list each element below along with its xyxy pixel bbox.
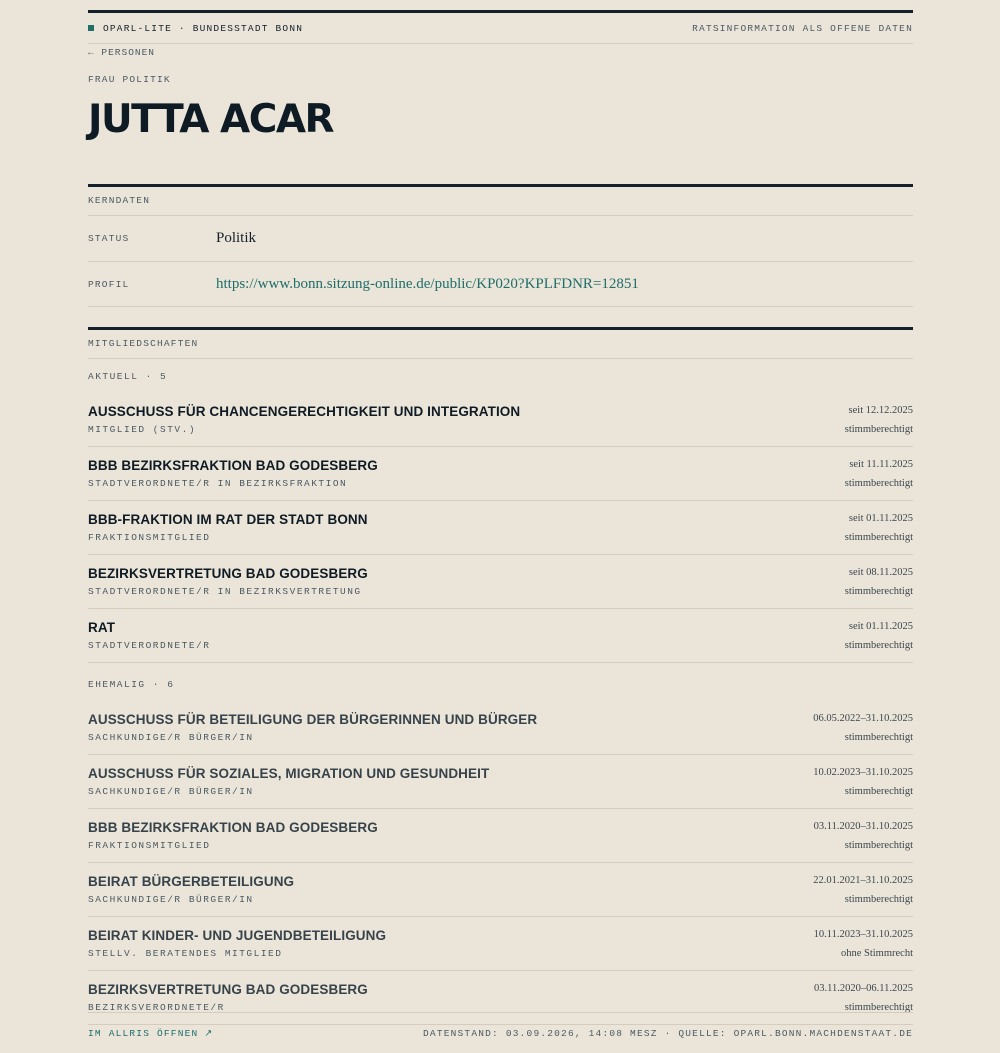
membership-title: BBB BEZIRKSFRAKTION BAD GODESBERG bbox=[88, 820, 378, 835]
membership-voting-status: stimmberechtigt bbox=[844, 839, 913, 851]
membership-role: BEZIRKSVERORDNETE/R bbox=[88, 1002, 225, 1013]
breadcrumb-back-link[interactable]: ← PERSONEN bbox=[88, 47, 156, 58]
membership-info bbox=[88, 928, 386, 959]
membership-role: SACHKUNDIGE/R BÜRGER/IN bbox=[88, 894, 254, 905]
membership-title: AUSSCHUSS FÜR SOZIALES, MIGRATION UND GESUNDHEIT bbox=[88, 766, 490, 781]
tagline: RATSINFORMATION ALS OFFENE DATEN bbox=[692, 22, 913, 34]
membership-title: BEZIRKSVERTRETUNG BAD GODESBERG bbox=[88, 982, 368, 997]
membership-info bbox=[88, 874, 294, 905]
membership-meta bbox=[814, 929, 913, 959]
membership-role: SACHKUNDIGE/R BÜRGER/IN bbox=[88, 732, 254, 743]
former-membership-list bbox=[88, 701, 913, 1025]
membership-row[interactable] bbox=[88, 393, 913, 447]
membership-meta bbox=[845, 621, 913, 651]
membership-date: 03.11.2020–06.11.2025 bbox=[814, 982, 913, 994]
membership-meta bbox=[845, 567, 913, 597]
membership-title: BEIRAT KINDER- UND JUGENDBETEILIGUNG bbox=[88, 928, 387, 943]
former-group-heading: EHEMALIG · 6 bbox=[88, 679, 175, 690]
current-group-heading: AKTUELL · 5 bbox=[88, 371, 168, 382]
membership-meta bbox=[845, 405, 913, 435]
membership-voting-status: stimmberechtigt bbox=[844, 1001, 913, 1013]
membership-meta bbox=[814, 821, 913, 851]
membership-title: AUSSCHUSS FÜR BETEILIGUNG DER BÜRGERINNEN UND BÜRGER bbox=[88, 712, 538, 727]
membership-row[interactable] bbox=[88, 863, 913, 917]
membership-info bbox=[88, 458, 378, 489]
membership-row[interactable] bbox=[88, 755, 913, 809]
membership-role: MITGLIED (STV.) bbox=[88, 424, 197, 435]
footer bbox=[88, 1012, 913, 1053]
membership-info bbox=[88, 820, 378, 851]
status-label: STATUS bbox=[88, 233, 130, 244]
membership-title: AUSSCHUSS FÜR CHANCENGERECHTIGKEIT UND INTEGRATION bbox=[88, 404, 521, 419]
membership-title: BEZIRKSVERTRETUNG BAD GODESBERG bbox=[88, 566, 368, 581]
profil-label: PROFIL bbox=[88, 278, 130, 290]
spacer bbox=[88, 663, 913, 667]
membership-title: BBB-FRAKTION IM RAT DER STADT BONN bbox=[88, 512, 368, 527]
membership-row[interactable] bbox=[88, 555, 913, 609]
membership-meta bbox=[813, 875, 913, 905]
membership-row[interactable] bbox=[88, 917, 913, 971]
data-source-meta: DATENSTAND: 03.09.2026, 14:08 MESZ · QUELLE: OPARL.BONN.MACHDENSTAAT.DE bbox=[423, 1027, 913, 1039]
brand-label: OPARL-LITE · BUNDESSTADT BONN bbox=[103, 22, 304, 34]
membership-date: seit 12.12.2025 bbox=[848, 404, 913, 416]
membership-row[interactable] bbox=[88, 701, 913, 755]
membership-date: seit 01.11.2025 bbox=[848, 620, 913, 632]
membership-info bbox=[88, 982, 368, 1013]
membership-info bbox=[88, 512, 368, 543]
membership-date: 06.05.2022–31.10.2025 bbox=[813, 712, 913, 724]
membership-title: BEIRAT BÜRGERBETEILIGUNG bbox=[88, 874, 295, 889]
membership-date: seit 11.11.2025 bbox=[849, 458, 913, 470]
membership-info bbox=[88, 766, 489, 797]
membership-role: STELLV. BERATENDES MITGLIED bbox=[88, 948, 283, 959]
profil-row bbox=[88, 262, 913, 307]
profil-link[interactable]: https://www.bonn.sitzung-online.de/public/KP020?KPLFDNR=12851 bbox=[216, 275, 639, 292]
membership-voting-status: stimmberechtigt bbox=[844, 639, 913, 651]
membership-meta bbox=[813, 767, 913, 797]
membership-date: seit 01.11.2025 bbox=[848, 512, 913, 524]
status-value: Politik bbox=[216, 230, 257, 246]
membership-voting-status: ohne Stimmrecht bbox=[840, 947, 913, 959]
spacer bbox=[88, 148, 913, 184]
memberships-section bbox=[88, 327, 913, 1025]
brand-square-icon bbox=[88, 25, 94, 31]
membership-date: seit 08.11.2025 bbox=[848, 566, 913, 578]
membership-voting-status: stimmberechtigt bbox=[844, 585, 913, 597]
membership-date: 10.11.2023–31.10.2025 bbox=[813, 928, 913, 940]
top-bar bbox=[88, 13, 913, 44]
membership-row[interactable] bbox=[88, 501, 913, 555]
brand[interactable] bbox=[88, 23, 303, 34]
membership-voting-status: stimmberechtigt bbox=[844, 893, 913, 905]
membership-row[interactable] bbox=[88, 447, 913, 501]
page bbox=[88, 10, 913, 1039]
membership-row[interactable] bbox=[88, 609, 913, 663]
membership-date: 22.01.2021–31.10.2025 bbox=[813, 874, 913, 886]
membership-info bbox=[88, 620, 210, 651]
section-heading: MITGLIEDSCHAFTEN bbox=[88, 330, 913, 359]
membership-voting-status: stimmberechtigt bbox=[844, 785, 913, 797]
membership-role: SACHKUNDIGE/R BÜRGER/IN bbox=[88, 786, 254, 797]
membership-role: STADTVERORDNETE/R bbox=[88, 640, 211, 651]
external-link-icon: ↗ bbox=[204, 1027, 214, 1039]
membership-meta bbox=[845, 513, 913, 543]
membership-info bbox=[88, 566, 368, 597]
membership-role: STADTVERORDNETE/R IN BEZIRKSFRAKTION bbox=[88, 478, 348, 489]
membership-row[interactable] bbox=[88, 809, 913, 863]
membership-role: FRAKTIONSMITGLIED bbox=[88, 532, 211, 543]
allris-link-label: IM ALLRIS ÖFFNEN bbox=[88, 1027, 199, 1039]
membership-voting-status: stimmberechtigt bbox=[844, 477, 913, 489]
membership-role: STADTVERORDNETE/R IN BEZIRKSVERTRETUNG bbox=[88, 586, 362, 597]
membership-date: 03.11.2020–31.10.2025 bbox=[813, 820, 913, 832]
membership-date: 10.02.2023–31.10.2025 bbox=[813, 766, 913, 778]
membership-voting-status: stimmberechtigt bbox=[844, 731, 913, 743]
page-title: JUTTA ACAR bbox=[88, 97, 334, 142]
spacer bbox=[88, 307, 913, 327]
membership-role: FRAKTIONSMITGLIED bbox=[88, 840, 211, 851]
person-eyebrow: FRAU POLITIK bbox=[88, 74, 171, 85]
kerndaten-section bbox=[88, 184, 913, 307]
membership-title: BBB BEZIRKSFRAKTION BAD GODESBERG bbox=[88, 458, 378, 473]
allris-open-link[interactable] bbox=[88, 1028, 214, 1039]
section-heading: KERNDATEN bbox=[88, 187, 913, 216]
membership-meta bbox=[845, 459, 913, 489]
membership-meta bbox=[814, 983, 913, 1013]
membership-meta bbox=[813, 713, 913, 743]
membership-info bbox=[88, 404, 520, 435]
current-membership-list bbox=[88, 393, 913, 663]
membership-voting-status: stimmberechtigt bbox=[844, 531, 913, 543]
membership-title: RAT bbox=[88, 620, 116, 635]
membership-info bbox=[88, 712, 537, 743]
membership-voting-status: stimmberechtigt bbox=[844, 423, 913, 435]
status-row bbox=[88, 216, 913, 262]
